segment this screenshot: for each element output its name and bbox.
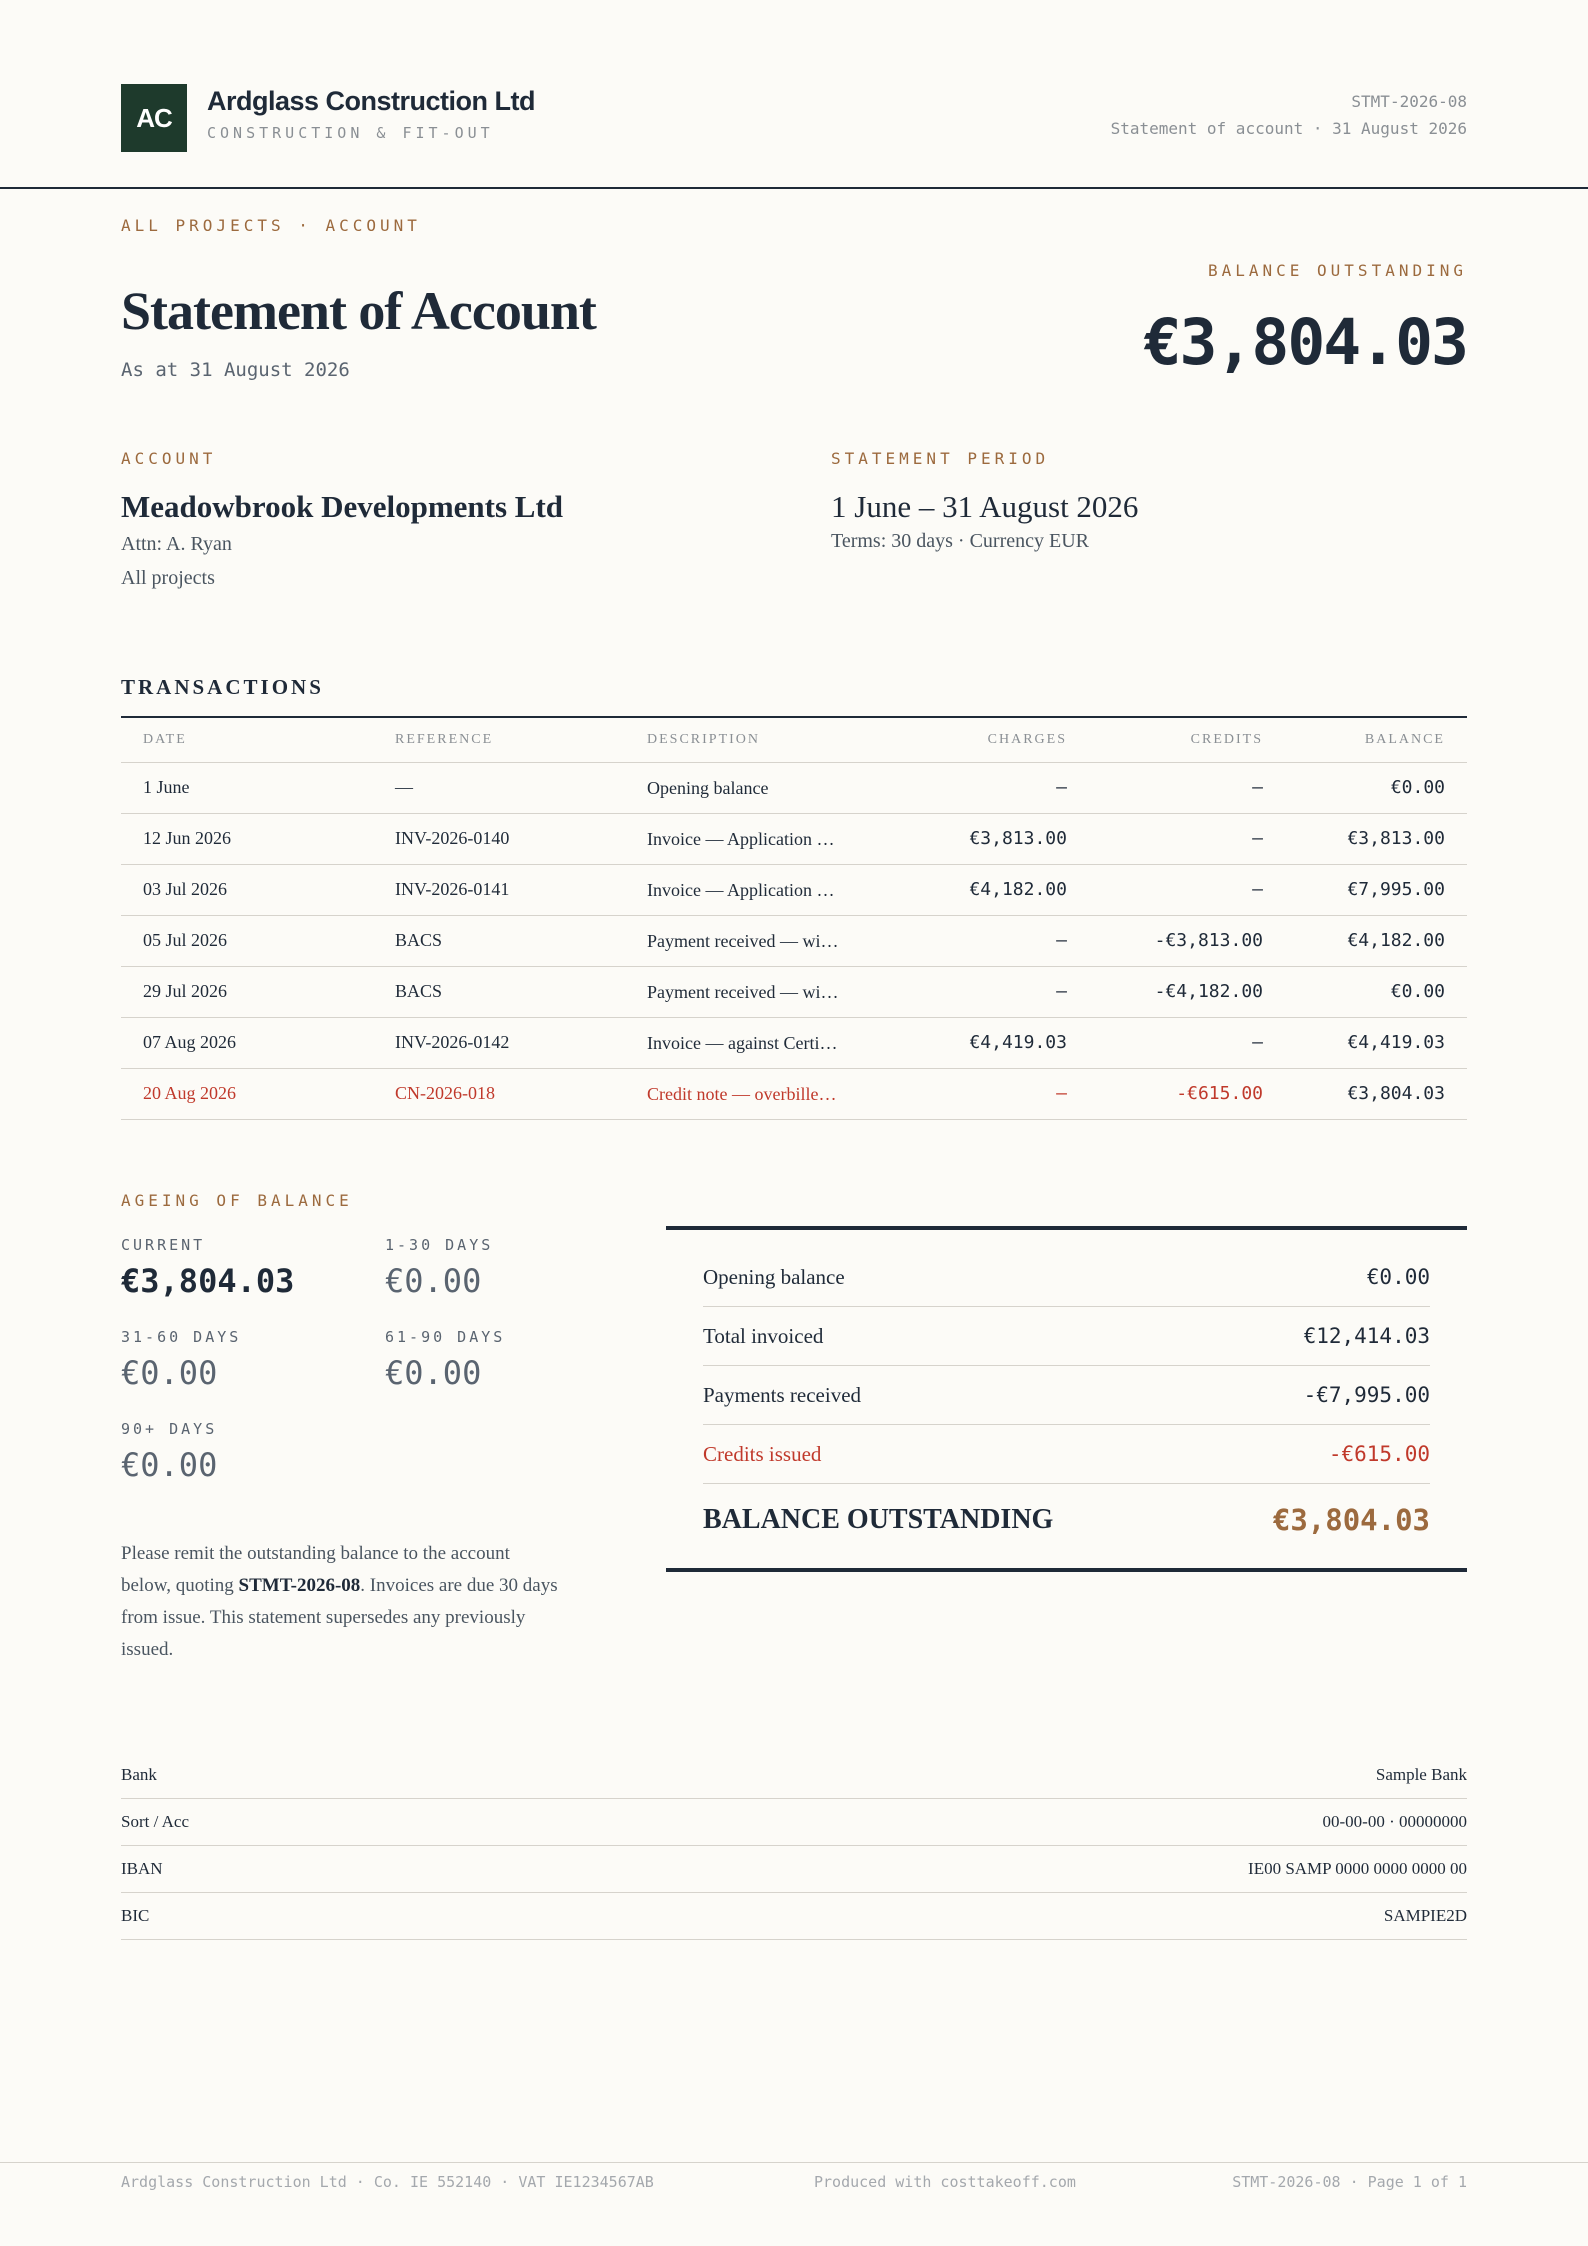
summary-label: Payments received xyxy=(703,1382,862,1407)
cell-charges: €4,182.00 xyxy=(893,864,1089,915)
cell-date: 12 Jun 2026 xyxy=(121,813,373,864)
cell-date: 20 Aug 2026 xyxy=(121,1068,373,1119)
cell-reference: INV-2026-0142 xyxy=(373,1017,625,1068)
bank-details xyxy=(121,1752,1467,1940)
summary-payments xyxy=(703,1366,1430,1425)
cell-reference: — xyxy=(373,762,625,813)
ageing-bucket-value: €0.00 xyxy=(385,1262,482,1300)
bank-label: Bank xyxy=(121,1765,157,1784)
company-logo: AC xyxy=(121,84,187,152)
cell-reference: INV-2026-0140 xyxy=(373,813,625,864)
period-terms: Terms: 30 days · Currency EUR xyxy=(831,530,1089,552)
cell-charges: €4,419.03 xyxy=(893,1017,1089,1068)
cell-description: Invoice — against Certi… xyxy=(647,1032,838,1053)
cell-balance: €3,813.00 xyxy=(1285,813,1467,864)
summary-label: Credits issued xyxy=(703,1441,822,1466)
column-header-credits: CREDITS xyxy=(1089,717,1285,762)
table-row xyxy=(121,1017,1467,1068)
summary-value: €0.00 xyxy=(1366,1265,1430,1289)
summary-total-label: BALANCE OUTSTANDING xyxy=(703,1504,1054,1535)
table-header-row xyxy=(121,717,1467,762)
bank-row xyxy=(121,1799,1467,1846)
cell-date: 1 June xyxy=(121,762,373,813)
company-name: Ardglass Construction Ltd xyxy=(207,86,536,116)
cell-credits: -€615.00 xyxy=(1089,1068,1285,1119)
summary-value: -€7,995.00 xyxy=(1303,1383,1430,1407)
summary-total xyxy=(703,1484,1430,1556)
summary-invoiced xyxy=(703,1307,1430,1366)
cell-charges: — xyxy=(893,1068,1089,1119)
period-value: 1 June – 31 August 2026 xyxy=(831,489,1139,524)
header-subtitle: Statement of account · 31 August 2026 xyxy=(1110,119,1467,138)
cell-credits: -€3,813.00 xyxy=(1089,915,1285,966)
cell-reference: INV-2026-0141 xyxy=(373,864,625,915)
ageing-bucket-label: 61-90 DAYS xyxy=(385,1328,506,1346)
balance-label: BALANCE OUTSTANDING xyxy=(1207,261,1467,280)
document-header xyxy=(0,0,1588,189)
cell-credits: — xyxy=(1089,762,1285,813)
cell-charges: — xyxy=(893,762,1089,813)
cell-balance: €7,995.00 xyxy=(1285,864,1467,915)
footer-page-number: STMT-2026-08 · Page 1 of 1 xyxy=(1232,2173,1467,2191)
account-name: Meadowbrook Developments Ltd xyxy=(121,489,564,524)
cell-charges: — xyxy=(893,966,1089,1017)
bank-value: IE00 SAMP 0000 0000 0000 00 xyxy=(1248,1859,1467,1878)
ageing-90-plus xyxy=(121,1420,217,1484)
bank-value: SAMPIE2D xyxy=(1383,1906,1467,1925)
column-header-balance: BALANCE xyxy=(1285,717,1467,762)
balance-amount: €3,804.03 xyxy=(1143,306,1467,379)
account-attn: Attn: A. Ryan xyxy=(121,533,232,555)
cell-credits: — xyxy=(1089,1017,1285,1068)
bank-value: 00-00-00 · 00000000 xyxy=(1322,1812,1467,1831)
cell-charges: — xyxy=(893,915,1089,966)
as-at-date: As at 31 August 2026 xyxy=(121,359,350,381)
cell-description: Invoice — Application … xyxy=(647,828,835,849)
cell-balance: €4,182.00 xyxy=(1285,915,1467,966)
table-row xyxy=(121,864,1467,915)
ageing-bucket-value: €0.00 xyxy=(121,1446,218,1484)
table-row xyxy=(121,966,1467,1017)
column-header-charges: CHARGES xyxy=(893,717,1089,762)
page-title: Statement of Account xyxy=(121,281,596,341)
balance-summary xyxy=(666,1226,1467,1572)
remit-text: Please remit the outstanding balance to the account below, quoting xyxy=(121,1543,510,1596)
summary-total-value: €3,804.03 xyxy=(1272,1503,1430,1537)
cell-reference: CN-2026-018 xyxy=(373,1068,625,1119)
cell-description: Credit note — overbille… xyxy=(647,1083,837,1104)
cell-description: Opening balance xyxy=(647,777,769,798)
cell-credits: -€4,182.00 xyxy=(1089,966,1285,1017)
cell-description: Payment received — wi… xyxy=(647,930,839,951)
table-row xyxy=(121,813,1467,864)
cell-balance: €0.00 xyxy=(1285,966,1467,1017)
bank-label: IBAN xyxy=(121,1859,163,1878)
cell-balance: €3,804.03 xyxy=(1285,1068,1467,1119)
footer-company: Ardglass Construction Ltd · Co. IE 552140 · VAT IE1234567AB xyxy=(121,2173,654,2191)
ageing-bucket-label: CURRENT xyxy=(121,1236,206,1254)
bank-row xyxy=(121,1752,1467,1799)
table-row-credit-note xyxy=(121,1068,1467,1119)
summary-value: -€615.00 xyxy=(1328,1442,1430,1466)
remittance-note xyxy=(121,1538,561,1666)
column-header-description: DESCRIPTION xyxy=(625,717,893,762)
summary-label: Opening balance xyxy=(703,1264,845,1289)
cell-reference: BACS xyxy=(373,966,625,1017)
company-tagline: CONSTRUCTION & FIT-OUT xyxy=(207,124,494,142)
cell-description: Invoice — Application … xyxy=(647,879,835,900)
cell-date: 05 Jul 2026 xyxy=(121,915,373,966)
ageing-title: AGEING OF BALANCE xyxy=(121,1191,353,1210)
cell-credits: — xyxy=(1089,813,1285,864)
table-row xyxy=(121,762,1467,813)
ageing-bucket-label: 1-30 DAYS xyxy=(385,1236,494,1254)
ageing-61-90 xyxy=(385,1328,505,1392)
bank-value: Sample Bank xyxy=(1375,1765,1467,1784)
remit-text-end: . Invoices are due 30 days from issue. This statement supersedes any previously issued. xyxy=(121,1575,558,1660)
account-projects: All projects xyxy=(121,567,215,589)
footer-produced-with: Produced with costtakeoff.com xyxy=(814,2173,1076,2191)
ageing-bucket-value: €0.00 xyxy=(385,1354,482,1392)
summary-label: Total invoiced xyxy=(703,1323,824,1348)
statement-reference: STMT-2026-08 xyxy=(1351,92,1467,111)
remit-reference: STMT-2026-08 xyxy=(238,1575,361,1596)
bank-label: BIC xyxy=(121,1906,150,1925)
cell-balance: €0.00 xyxy=(1285,762,1467,813)
transactions-title: TRANSACTIONS xyxy=(121,675,324,699)
ageing-bucket-value: €3,804.03 xyxy=(121,1262,295,1300)
bank-label: Sort / Acc xyxy=(121,1812,189,1831)
account-label: ACCOUNT xyxy=(121,449,217,468)
column-header-reference: REFERENCE xyxy=(373,717,625,762)
breadcrumb: ALL PROJECTS · ACCOUNT xyxy=(121,216,421,235)
bank-row xyxy=(121,1893,1467,1940)
transactions-table xyxy=(121,716,1467,1120)
table-row xyxy=(121,915,1467,966)
ageing-31-60 xyxy=(121,1328,241,1392)
ageing-current xyxy=(121,1236,294,1300)
cell-balance: €4,419.03 xyxy=(1285,1017,1467,1068)
cell-credits: — xyxy=(1089,864,1285,915)
summary-credits xyxy=(703,1425,1430,1484)
cell-date: 07 Aug 2026 xyxy=(121,1017,373,1068)
ageing-1-30 xyxy=(385,1236,493,1300)
summary-opening xyxy=(703,1248,1430,1307)
ageing-bucket-value: €0.00 xyxy=(121,1354,218,1392)
cell-date: 03 Jul 2026 xyxy=(121,864,373,915)
ageing-bucket-label: 31-60 DAYS xyxy=(121,1328,242,1346)
summary-value: €12,414.03 xyxy=(1303,1324,1430,1348)
bank-row xyxy=(121,1846,1467,1893)
period-label: STATEMENT PERIOD xyxy=(831,449,1050,468)
cell-reference: BACS xyxy=(373,915,625,966)
page-footer xyxy=(0,2162,1588,2191)
cell-charges: €3,813.00 xyxy=(893,813,1089,864)
cell-date: 29 Jul 2026 xyxy=(121,966,373,1017)
column-header-date: DATE xyxy=(121,717,373,762)
cell-description: Payment received — wi… xyxy=(647,981,839,1002)
ageing-bucket-label: 90+ DAYS xyxy=(121,1420,218,1438)
